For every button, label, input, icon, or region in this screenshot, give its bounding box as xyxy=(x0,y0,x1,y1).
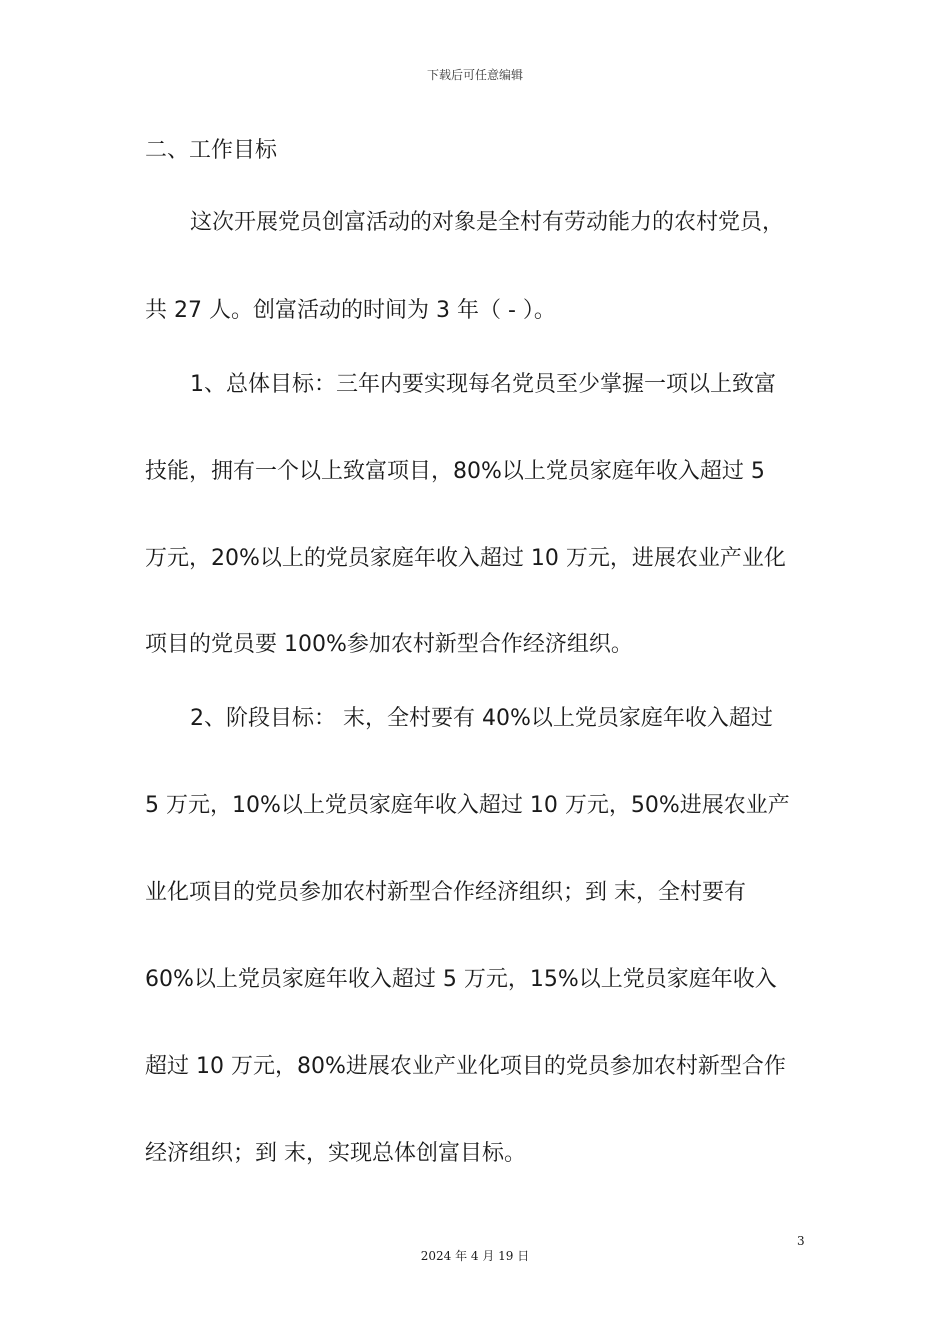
paragraph-line: 5 万元，10%以上党员家庭年收入超过 10 万元，50%进展农业产 xyxy=(145,793,790,818)
paragraph-line: 业化项目的党员参加农村新型合作经济组织；到 末，全村要有 xyxy=(145,880,746,905)
paragraph-line: 技能，拥有一个以上致富项目，80%以上党员家庭年收入超过 5 xyxy=(145,459,765,484)
paragraph-line: 项目的党员要 100%参加农村新型合作经济组织。 xyxy=(145,632,633,657)
paragraph-line: 经济组织；到 末，实现总体创富目标。 xyxy=(145,1141,526,1166)
paragraph-line: 1、总体目标：三年内要实现每名党员至少掌握一项以上致富 xyxy=(190,372,776,397)
paragraph-line: 2、阶段目标： 末，全村要有 40%以上党员家庭年收入超过 xyxy=(190,706,773,731)
paragraph-line: 超过 10 万元，80%进展农业产业化项目的党员参加农村新型合作 xyxy=(145,1054,786,1079)
page-number: 3 xyxy=(797,1234,805,1248)
section-title: 二、工作目标 xyxy=(145,138,278,163)
page-header: 下载后可任意编辑 xyxy=(426,68,523,82)
paragraph-line: 60%以上党员家庭年收入超过 5 万元，15%以上党员家庭年收入 xyxy=(145,967,777,992)
paragraph-line: 万元，20%以上的党员家庭年收入超过 10 万元，进展农业产业化 xyxy=(145,546,786,571)
page-footer-date: 2024 年 4 月 19 日 xyxy=(420,1249,530,1263)
paragraph-line: 共 27 人。创富活动的时间为 3 年（ - ）。 xyxy=(145,298,556,323)
paragraph-line: 这次开展党员创富活动的对象是全村有劳动能力的农村党员， xyxy=(190,210,785,235)
